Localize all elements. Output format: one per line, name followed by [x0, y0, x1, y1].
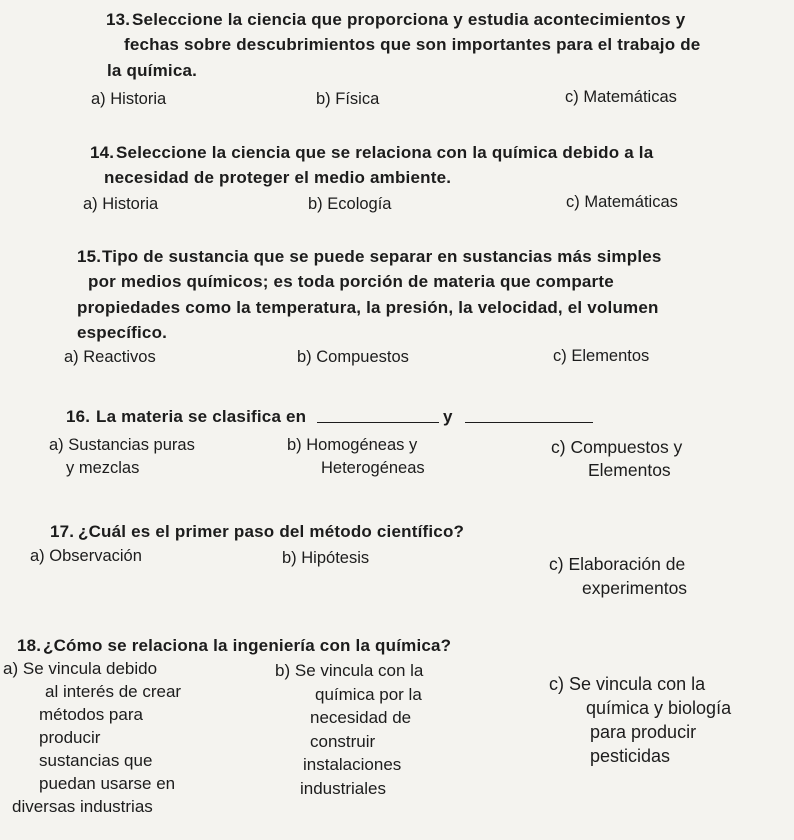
- question-15-line-2: por medios químicos; es toda porción de materia que comparte: [88, 272, 614, 291]
- option-text: Reactivos: [83, 348, 156, 366]
- question-14-option-c[interactable]: [566, 191, 678, 213]
- option-letter: b): [308, 195, 323, 213]
- question-18-number: 18.: [17, 636, 42, 655]
- option-text: Matemáticas: [583, 88, 677, 106]
- question-17-line-1: ¿Cuál es el primer paso del método científico?: [78, 522, 465, 541]
- question-15-line-1: Tipo de sustancia que se puede separar en sustancias más simples: [102, 247, 662, 266]
- question-18-option-b[interactable]: [275, 659, 423, 800]
- question-16-number: 16.: [66, 407, 91, 426]
- question-13-option-a[interactable]: [91, 88, 166, 110]
- option-text-line-2: química por la: [315, 684, 422, 704]
- question-15-option-b[interactable]: [297, 346, 409, 368]
- option-letter: c): [549, 554, 564, 574]
- question-13-line-2: fechas sobre descubrimientos que son importantes para el trabajo de: [124, 35, 701, 54]
- option-text-line-6: industriales: [300, 778, 386, 798]
- option-text-line-1: Compuestos y: [570, 437, 683, 457]
- option-text-line-5: instalaciones: [303, 755, 402, 774]
- question-16-text: La materia se clasifica en: [96, 407, 307, 426]
- question-16-blank-1[interactable]: [317, 408, 439, 423]
- option-text-line-3: necesidad de: [310, 708, 412, 727]
- question-13-line-1: Seleccione la ciencia que proporciona y estudia acontecimientos y: [132, 10, 686, 29]
- question-15-option-c[interactable]: [553, 345, 649, 367]
- question-15-line-3: propiedades como la temperatura, la presión, la velocidad, el volumen: [77, 298, 659, 317]
- option-text-line-2: Elementos: [588, 460, 671, 480]
- option-text-line-2: al interés de crear: [45, 682, 182, 701]
- option-letter: b): [297, 348, 312, 366]
- question-17-option-a[interactable]: [30, 545, 142, 567]
- option-letter: b): [316, 90, 331, 108]
- question-14-number: 14.: [90, 143, 115, 162]
- option-text-line-1: Elaboración de: [568, 554, 686, 574]
- option-text: Observación: [49, 547, 142, 565]
- option-letter: b): [275, 661, 291, 680]
- option-letter: c): [566, 193, 580, 211]
- option-letter: b): [287, 436, 302, 454]
- option-letter: c): [565, 88, 579, 106]
- option-text-line-5: sustancias que: [39, 751, 153, 770]
- option-text: Elementos: [571, 347, 650, 365]
- option-text-line-2: experimentos: [582, 578, 688, 598]
- option-text-line-4: pesticidas: [590, 746, 671, 766]
- question-14-option-b[interactable]: [308, 193, 391, 215]
- question-16-connector: y: [443, 407, 453, 426]
- option-text-line-2: química y biología: [586, 698, 732, 718]
- question-13-number: 13.: [106, 10, 131, 29]
- option-text: Hipótesis: [301, 549, 370, 567]
- question-14-line-2: necesidad de proteger el medio ambiente.: [104, 168, 452, 187]
- option-letter: c): [551, 437, 566, 457]
- question-14-option-a[interactable]: [83, 193, 158, 215]
- option-text: Historia: [110, 90, 167, 108]
- option-text-line-7: diversas industrias: [12, 797, 153, 816]
- question-18-line-1: ¿Cómo se relaciona la ingeniería con la química?: [43, 636, 452, 655]
- option-text-line-3: métodos para: [39, 705, 143, 724]
- option-letter: a): [30, 547, 45, 565]
- option-letter: a): [49, 436, 64, 454]
- question-16-blank-2[interactable]: [465, 408, 593, 423]
- option-text-line-6: puedan usarse en: [39, 774, 176, 793]
- option-text-line-2: y mezclas: [66, 459, 140, 477]
- option-text-line-4: producir: [39, 728, 101, 747]
- option-letter: a): [91, 90, 106, 108]
- option-text-line-1: Homogéneas y: [306, 436, 418, 454]
- option-text: Compuestos: [316, 348, 409, 366]
- question-16-option-a[interactable]: [49, 434, 195, 480]
- question-14-line-1: Seleccione la ciencia que se relaciona con la química debido a la: [116, 143, 654, 162]
- option-text: Física: [335, 90, 380, 108]
- question-13-option-b[interactable]: [316, 88, 379, 110]
- option-letter: a): [83, 195, 98, 213]
- question-18-option-c[interactable]: [549, 672, 731, 768]
- option-letter: a): [64, 348, 79, 366]
- option-letter: c): [553, 347, 567, 365]
- question-15-number: 15.: [77, 247, 102, 266]
- option-text: Matemáticas: [584, 193, 678, 211]
- question-13-line-3: la química.: [107, 61, 198, 80]
- option-text: Ecología: [327, 195, 392, 213]
- option-text-line-3: para producir: [590, 722, 697, 742]
- option-text-line-4: construir: [310, 731, 376, 751]
- option-text: Historia: [102, 195, 159, 213]
- option-text-line-1: Se vincula con la: [569, 674, 706, 694]
- option-letter: a): [3, 659, 19, 678]
- question-15-line-4: específico.: [77, 323, 168, 342]
- question-15-option-a[interactable]: [64, 346, 156, 368]
- question-18-option-a[interactable]: [3, 657, 181, 818]
- question-16-option-c[interactable]: [551, 436, 682, 482]
- question-17-option-c[interactable]: [549, 552, 687, 600]
- question-17-option-b[interactable]: [282, 547, 369, 569]
- question-17-number: 17.: [50, 522, 75, 541]
- option-text-line-1: Se vincula con la: [294, 661, 424, 680]
- option-text-line-1: Se vincula debido: [22, 659, 158, 678]
- option-letter: c): [549, 674, 564, 694]
- question-16-option-b[interactable]: [287, 434, 425, 480]
- option-text-line-2: Heterogéneas: [321, 459, 425, 477]
- option-letter: b): [282, 549, 297, 567]
- option-text-line-1: Sustancias puras: [68, 436, 195, 454]
- question-13-option-c[interactable]: [565, 86, 677, 108]
